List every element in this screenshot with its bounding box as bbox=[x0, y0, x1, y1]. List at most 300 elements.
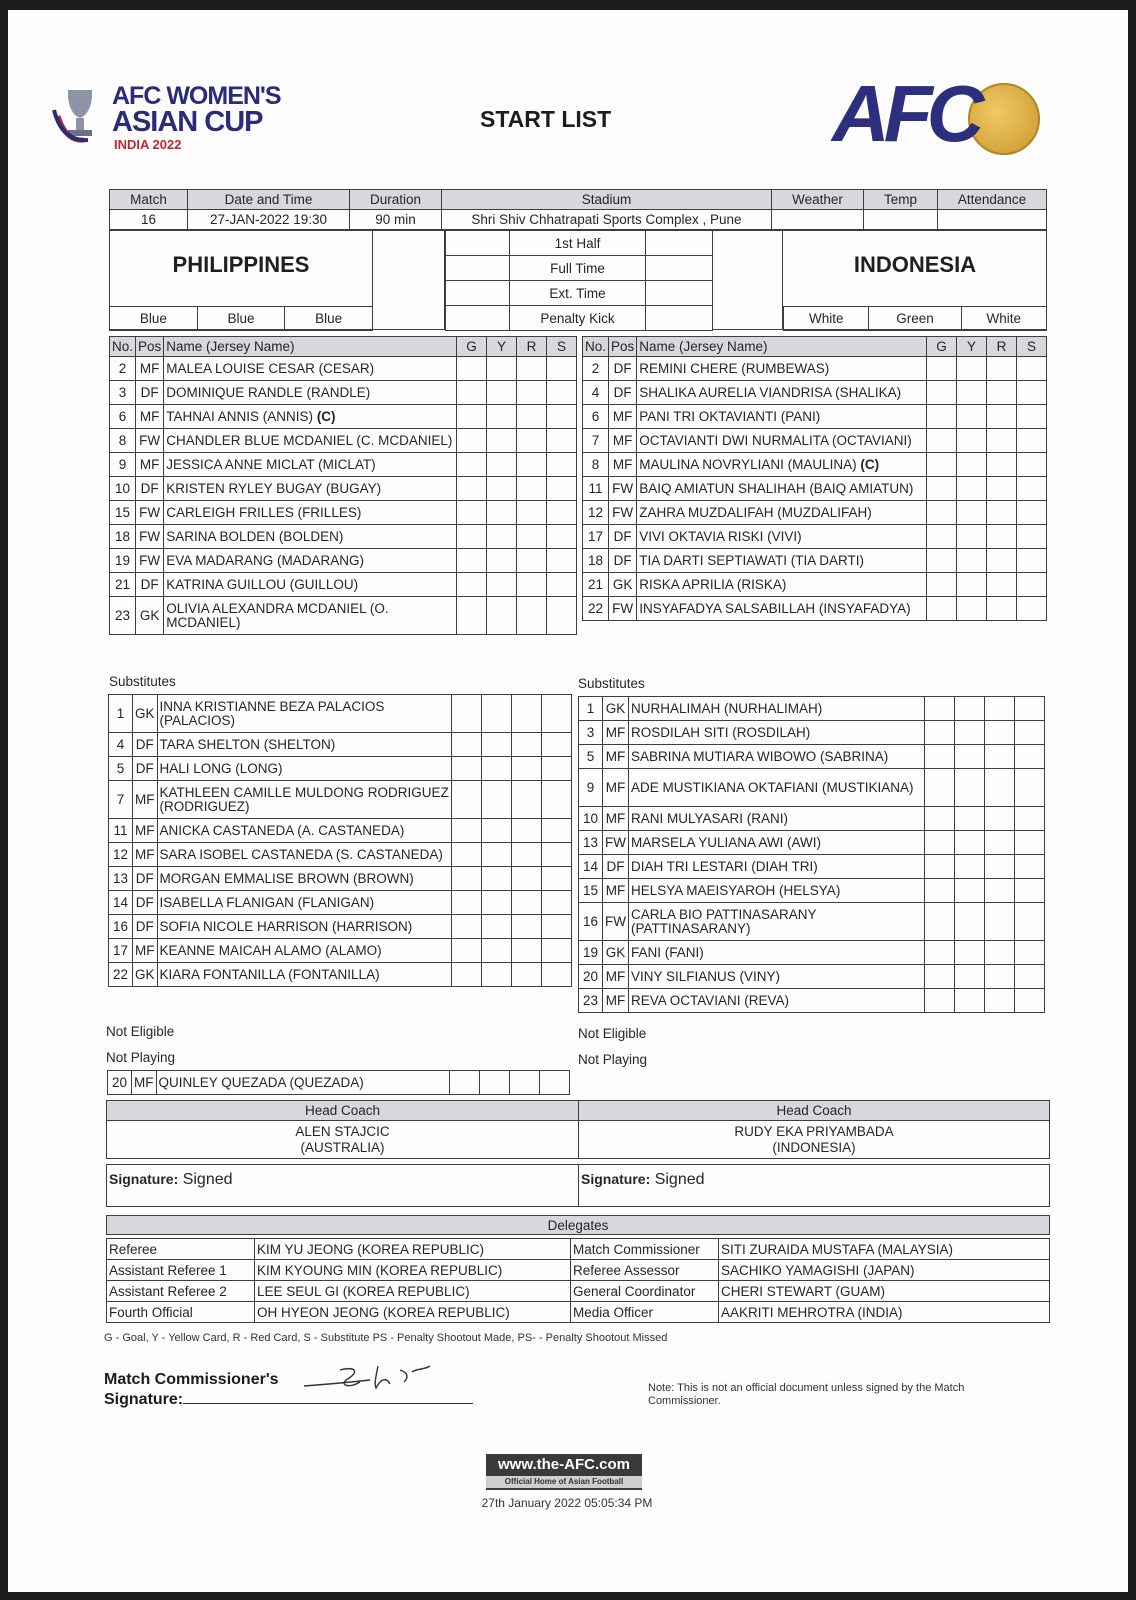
goal-cell bbox=[925, 941, 955, 965]
goal-cell bbox=[457, 501, 487, 525]
player-position: DF bbox=[609, 357, 637, 381]
yellow-card-cell bbox=[955, 769, 985, 807]
yellow-card-cell bbox=[480, 1071, 510, 1095]
player-position: DF bbox=[603, 855, 629, 879]
player-row bbox=[109, 819, 572, 843]
player-row bbox=[109, 733, 572, 757]
yellow-card-cell bbox=[482, 867, 512, 891]
player-row bbox=[110, 453, 577, 477]
player-position: MF bbox=[603, 721, 629, 745]
player-number: 22 bbox=[109, 963, 133, 987]
substitute-cell bbox=[547, 549, 577, 573]
player-row bbox=[110, 381, 577, 405]
match-stadium: Shri Shiv Chhatrapati Sports Complex , Pune bbox=[442, 210, 772, 230]
yellow-card-cell bbox=[955, 745, 985, 769]
yellow-card-cell bbox=[487, 549, 517, 573]
column-headers bbox=[110, 337, 577, 357]
red-card-cell bbox=[517, 597, 547, 635]
delegates-label: Delegates bbox=[107, 1216, 1050, 1235]
player-row bbox=[109, 891, 572, 915]
player-name: ADE MUSTIKIANA OKTAFIANI (MUSTIKIANA) bbox=[629, 769, 925, 807]
goal-cell bbox=[927, 549, 957, 573]
match-temp bbox=[864, 210, 938, 230]
player-position: MF bbox=[603, 769, 629, 807]
yellow-card-cell bbox=[482, 733, 512, 757]
player-number: 7 bbox=[583, 429, 609, 453]
delegate-name: LEE SEUL GI (KOREA REPUBLIC) bbox=[255, 1281, 571, 1302]
player-row bbox=[583, 453, 1047, 477]
player-position: DF bbox=[136, 573, 164, 597]
column-headers bbox=[583, 337, 1047, 357]
red-card-cell bbox=[987, 405, 1017, 429]
col-goal: G bbox=[927, 337, 957, 357]
red-card-cell bbox=[512, 963, 542, 987]
yellow-card-cell bbox=[487, 405, 517, 429]
away-substitutes-table bbox=[578, 696, 1045, 1013]
player-position: DF bbox=[133, 757, 158, 781]
delegate-role: Fourth Official bbox=[107, 1302, 255, 1323]
substitute-cell bbox=[1015, 769, 1045, 807]
ext-time-label: Ext. Time bbox=[510, 281, 646, 306]
substitute-cell bbox=[542, 963, 572, 987]
player-name: PANI TRI OKTAVIANTI (PANI) bbox=[637, 405, 927, 429]
substitute-cell bbox=[1017, 405, 1047, 429]
player-name: VINY SILFIANUS (VINY) bbox=[629, 965, 925, 989]
delegate-role: Referee Assessor bbox=[571, 1260, 719, 1281]
player-row bbox=[109, 915, 572, 939]
player-name: VIVI OKTAVIA RISKI (VIVI) bbox=[637, 525, 927, 549]
player-row bbox=[579, 879, 1045, 903]
player-position: MF bbox=[133, 819, 158, 843]
player-row bbox=[583, 429, 1047, 453]
player-name: SARINA BOLDEN (BOLDEN) bbox=[164, 525, 457, 549]
player-row bbox=[579, 989, 1045, 1013]
player-number: 19 bbox=[110, 549, 136, 573]
player-number: 16 bbox=[109, 915, 133, 939]
goal-cell bbox=[452, 781, 482, 819]
goal-cell bbox=[927, 453, 957, 477]
handwritten-signature bbox=[300, 1360, 440, 1396]
delegate-name: SACHIKO YAMAGISHI (JAPAN) bbox=[719, 1260, 1050, 1281]
afc-logo-text: AFC bbox=[832, 69, 979, 158]
substitute-cell bbox=[542, 891, 572, 915]
player-number: 1 bbox=[109, 695, 133, 733]
col-name: Name (Jersey Name) bbox=[164, 337, 457, 357]
goal-cell bbox=[457, 381, 487, 405]
red-card-cell bbox=[987, 573, 1017, 597]
substitute-cell bbox=[1015, 941, 1045, 965]
player-position: FW bbox=[136, 549, 164, 573]
player-position: DF bbox=[609, 549, 637, 573]
player-position: DF bbox=[136, 477, 164, 501]
player-name: MARSELA YULIANA AWI (AWI) bbox=[629, 831, 925, 855]
player-row bbox=[110, 429, 577, 453]
website-url: www.the-AFC.com bbox=[498, 1456, 630, 1473]
full-time-label: Full Time bbox=[510, 256, 646, 281]
disclaimer-note: Note: This is not an official document unless signed by the Match Commissioner. bbox=[648, 1382, 965, 1407]
player-position: MF bbox=[133, 939, 158, 963]
player-name: DOMINIQUE RANDLE (RANDLE) bbox=[164, 381, 457, 405]
yellow-card-cell bbox=[482, 915, 512, 939]
yellow-card-cell bbox=[957, 501, 987, 525]
goal-cell bbox=[927, 357, 957, 381]
player-row bbox=[109, 963, 572, 987]
red-card-cell bbox=[512, 781, 542, 819]
away-kit-socks: White bbox=[961, 307, 1047, 331]
goal-cell bbox=[457, 357, 487, 381]
red-card-cell bbox=[985, 879, 1015, 903]
yellow-card-cell bbox=[487, 477, 517, 501]
red-card-cell bbox=[985, 769, 1015, 807]
home-kit-shorts: Blue bbox=[197, 307, 285, 331]
yellow-card-cell bbox=[487, 525, 517, 549]
yellow-card-cell bbox=[482, 939, 512, 963]
captain-badge: (C) bbox=[860, 456, 880, 472]
player-position: DF bbox=[133, 915, 158, 939]
player-position: DF bbox=[133, 733, 158, 757]
goal-cell bbox=[927, 381, 957, 405]
goal-cell bbox=[452, 963, 482, 987]
player-name: KRISTEN RYLEY BUGAY (BUGAY) bbox=[164, 477, 457, 501]
player-row bbox=[109, 757, 572, 781]
player-number: 22 bbox=[583, 597, 609, 621]
player-row bbox=[579, 697, 1045, 721]
player-row bbox=[110, 501, 577, 525]
goal-cell bbox=[927, 405, 957, 429]
yellow-card-cell bbox=[957, 525, 987, 549]
duration-header: Duration bbox=[350, 190, 442, 210]
player-name: NURHALIMAH (NURHALIMAH) bbox=[629, 697, 925, 721]
player-row bbox=[579, 855, 1045, 879]
goal-cell bbox=[452, 939, 482, 963]
substitute-cell bbox=[1015, 745, 1045, 769]
player-number: 19 bbox=[579, 941, 603, 965]
home-substitutes-table bbox=[108, 694, 572, 987]
player-row bbox=[110, 597, 577, 635]
red-card-cell bbox=[987, 477, 1017, 501]
player-position: FW bbox=[603, 831, 629, 855]
player-position: DF bbox=[609, 381, 637, 405]
yellow-card-cell bbox=[487, 453, 517, 477]
home-kit-socks: Blue bbox=[285, 307, 373, 331]
col-sub: S bbox=[547, 337, 577, 357]
player-number: 4 bbox=[109, 733, 133, 757]
delegate-role: Referee bbox=[107, 1239, 255, 1260]
goal-cell bbox=[927, 573, 957, 597]
goal-cell bbox=[457, 525, 487, 549]
red-card-cell bbox=[517, 453, 547, 477]
red-card-cell bbox=[987, 597, 1017, 621]
substitute-cell bbox=[542, 733, 572, 757]
goal-cell bbox=[452, 757, 482, 781]
away-starters-table bbox=[582, 336, 1047, 621]
goal-cell bbox=[452, 695, 482, 733]
player-position: MF bbox=[609, 429, 637, 453]
delegate-role: Media Officer bbox=[571, 1302, 719, 1323]
substitute-cell bbox=[1017, 573, 1047, 597]
col-goal: G bbox=[457, 337, 487, 357]
col-no: No. bbox=[110, 337, 136, 357]
away-not-playing-label: Not Playing bbox=[578, 1052, 648, 1067]
player-number: 4 bbox=[583, 381, 609, 405]
away-head-coach-label: Head Coach bbox=[579, 1101, 1050, 1121]
player-position: FW bbox=[136, 525, 164, 549]
goal-cell bbox=[452, 733, 482, 757]
player-row bbox=[110, 549, 577, 573]
website-tagline: Official Home of Asian Football bbox=[486, 1476, 642, 1488]
player-position: FW bbox=[136, 501, 164, 525]
player-name: BAIQ AMIATUN SHALIHAH (BAIQ AMIATUN) bbox=[637, 477, 927, 501]
substitute-cell bbox=[542, 867, 572, 891]
player-position: DF bbox=[133, 891, 158, 915]
col-red: R bbox=[517, 337, 547, 357]
yellow-card-cell bbox=[487, 573, 517, 597]
player-position: DF bbox=[136, 381, 164, 405]
away-kit-shirt: White bbox=[784, 307, 869, 331]
substitute-cell bbox=[547, 453, 577, 477]
delegate-name: SITI ZURAIDA MUSTAFA (MALAYSIA) bbox=[719, 1239, 1050, 1260]
yellow-card-cell bbox=[487, 597, 517, 635]
logo-line-2: ASIAN CUP bbox=[112, 106, 263, 138]
red-card-cell bbox=[512, 733, 542, 757]
substitute-cell bbox=[1015, 879, 1045, 903]
delegates-header bbox=[106, 1215, 1050, 1235]
yellow-card-cell bbox=[957, 453, 987, 477]
goal-cell bbox=[457, 477, 487, 501]
player-number: 12 bbox=[583, 501, 609, 525]
player-position: FW bbox=[609, 501, 637, 525]
player-number: 9 bbox=[579, 769, 603, 807]
score-spacer-left bbox=[373, 230, 445, 330]
red-card-cell bbox=[517, 525, 547, 549]
red-card-cell bbox=[512, 891, 542, 915]
delegate-row bbox=[107, 1239, 1050, 1260]
red-card-cell bbox=[985, 965, 1015, 989]
delegate-role: General Coordinator bbox=[571, 1281, 719, 1302]
away-coach-name: RUDY EKA PRIYAMBADA bbox=[734, 1123, 894, 1139]
goal-cell bbox=[452, 819, 482, 843]
away-coach-country: (INDONESIA) bbox=[772, 1139, 856, 1155]
goal-cell bbox=[925, 697, 955, 721]
red-card-cell bbox=[987, 501, 1017, 525]
player-number: 15 bbox=[579, 879, 603, 903]
player-number: 13 bbox=[109, 867, 133, 891]
penalty-kick-label: Penalty Kick bbox=[510, 306, 646, 331]
player-number: 11 bbox=[583, 477, 609, 501]
player-row bbox=[109, 781, 572, 819]
player-position: FW bbox=[603, 903, 629, 941]
substitute-cell bbox=[1015, 831, 1045, 855]
goal-cell bbox=[457, 405, 487, 429]
red-card-cell bbox=[985, 721, 1015, 745]
goal-cell bbox=[452, 867, 482, 891]
yellow-card-cell bbox=[482, 781, 512, 819]
delegates-table bbox=[106, 1238, 1050, 1323]
delegate-role: Match Commissioner bbox=[571, 1239, 719, 1260]
player-name: TARA SHELTON (SHELTON) bbox=[157, 733, 451, 757]
player-row bbox=[579, 745, 1045, 769]
player-name: KATRINA GUILLOU (GUILLOU) bbox=[164, 573, 457, 597]
goal-cell bbox=[452, 843, 482, 867]
player-number: 2 bbox=[583, 357, 609, 381]
yellow-card-cell bbox=[955, 721, 985, 745]
player-number: 21 bbox=[110, 573, 136, 597]
substitute-cell bbox=[547, 525, 577, 549]
player-position: MF bbox=[132, 1071, 157, 1095]
yellow-card-cell bbox=[955, 941, 985, 965]
page-title: START LIST bbox=[480, 106, 612, 132]
goal-cell bbox=[925, 965, 955, 989]
player-row bbox=[579, 941, 1045, 965]
trophy-icon bbox=[52, 86, 108, 148]
goal-cell bbox=[457, 453, 487, 477]
player-row bbox=[110, 477, 577, 501]
away-not-eligible-label: Not Eligible bbox=[578, 1026, 647, 1041]
red-card-cell bbox=[512, 757, 542, 781]
player-name: FANI (FANI) bbox=[629, 941, 925, 965]
yellow-card-cell bbox=[482, 819, 512, 843]
player-row bbox=[109, 695, 572, 733]
substitute-cell bbox=[1017, 429, 1047, 453]
player-position: FW bbox=[609, 477, 637, 501]
stadium-header: Stadium bbox=[442, 190, 772, 210]
player-row bbox=[110, 525, 577, 549]
player-name: ROSDILAH SITI (ROSDILAH) bbox=[629, 721, 925, 745]
player-row bbox=[579, 965, 1045, 989]
away-signature-label: Signature: bbox=[581, 1171, 651, 1187]
player-name: RISKA APRILIA (RISKA) bbox=[637, 573, 927, 597]
player-number: 8 bbox=[583, 453, 609, 477]
yellow-card-cell bbox=[482, 843, 512, 867]
player-row bbox=[583, 477, 1047, 501]
substitute-cell bbox=[1015, 721, 1045, 745]
goal-cell bbox=[927, 501, 957, 525]
goal-cell bbox=[925, 989, 955, 1013]
match-weather bbox=[772, 210, 864, 230]
red-card-cell bbox=[512, 939, 542, 963]
player-position: MF bbox=[133, 781, 158, 819]
delegate-row bbox=[107, 1281, 1050, 1302]
match-duration: 90 min bbox=[350, 210, 442, 230]
match-header: Match bbox=[110, 190, 188, 210]
yellow-card-cell bbox=[487, 429, 517, 453]
goal-cell bbox=[927, 477, 957, 501]
yellow-card-cell bbox=[957, 405, 987, 429]
substitute-cell bbox=[547, 477, 577, 501]
player-position: GK bbox=[609, 573, 637, 597]
player-name: INNA KRISTIANNE BEZA PALACIOS (PALACIOS) bbox=[157, 695, 451, 733]
logo-line-1: AFC WOMEN'S bbox=[112, 82, 281, 110]
date-header: Date and Time bbox=[188, 190, 350, 210]
substitute-cell bbox=[542, 757, 572, 781]
substitute-cell bbox=[1017, 477, 1047, 501]
yellow-card-cell bbox=[957, 573, 987, 597]
player-position: MF bbox=[609, 453, 637, 477]
home-signature-value: Signed bbox=[182, 1171, 233, 1188]
player-row bbox=[110, 405, 577, 429]
womens-asian-cup-logo bbox=[52, 76, 312, 156]
away-substitutes-label: Substitutes bbox=[578, 676, 645, 691]
substitute-cell bbox=[1017, 381, 1047, 405]
delegate-row bbox=[107, 1302, 1050, 1323]
col-yellow: Y bbox=[957, 337, 987, 357]
home-starters-table bbox=[109, 336, 577, 635]
player-row bbox=[109, 843, 572, 867]
home-signature-label: Signature: bbox=[109, 1171, 179, 1187]
goal-cell bbox=[450, 1071, 480, 1095]
goal-cell bbox=[457, 429, 487, 453]
red-card-cell bbox=[985, 831, 1015, 855]
player-row bbox=[579, 903, 1045, 941]
player-row bbox=[109, 867, 572, 891]
player-number: 16 bbox=[579, 903, 603, 941]
yellow-card-cell bbox=[957, 429, 987, 453]
home-not-eligible-label: Not Eligible bbox=[106, 1024, 175, 1039]
home-kit-colors bbox=[109, 306, 373, 331]
col-no: No. bbox=[583, 337, 609, 357]
substitute-cell bbox=[1015, 965, 1045, 989]
player-position: MF bbox=[133, 843, 158, 867]
logo-line-3: INDIA 2022 bbox=[114, 137, 182, 152]
player-position: MF bbox=[136, 453, 164, 477]
red-card-cell bbox=[985, 807, 1015, 831]
delegate-name: AAKRITI MEHROTRA (INDIA) bbox=[719, 1302, 1050, 1323]
substitute-cell bbox=[547, 381, 577, 405]
home-coach-name: ALEN STAJCIC bbox=[295, 1123, 390, 1139]
player-number: 10 bbox=[579, 807, 603, 831]
player-position: GK bbox=[133, 695, 158, 733]
yellow-card-cell bbox=[957, 357, 987, 381]
player-number: 12 bbox=[109, 843, 133, 867]
yellow-card-cell bbox=[482, 757, 512, 781]
col-sub: S bbox=[1017, 337, 1047, 357]
player-name: SABRINA MUTIARA WIBOWO (SABRINA) bbox=[629, 745, 925, 769]
afc-website-badge bbox=[486, 1454, 642, 1490]
mc-signature-line1: Match Commissioner's bbox=[104, 1371, 279, 1388]
goal-cell bbox=[925, 855, 955, 879]
substitute-cell bbox=[540, 1071, 570, 1095]
col-pos: Pos bbox=[609, 337, 637, 357]
player-name: TAHNAI ANNIS (ANNIS) (C) bbox=[164, 405, 457, 429]
captain-badge: (C) bbox=[316, 408, 336, 424]
red-card-cell bbox=[517, 549, 547, 573]
red-card-cell bbox=[985, 989, 1015, 1013]
afc-logo bbox=[832, 69, 1062, 168]
player-name: HELSYA MAEISYAROH (HELSYA) bbox=[629, 879, 925, 903]
substitute-cell bbox=[1015, 903, 1045, 941]
weather-header: Weather bbox=[772, 190, 864, 210]
player-number: 20 bbox=[579, 965, 603, 989]
player-name: OLIVIA ALEXANDRA MCDANIEL (O. MCDANIEL) bbox=[164, 597, 457, 635]
player-name: QUINLEY QUEZADA (QUEZADA) bbox=[156, 1071, 450, 1095]
away-kit-shorts: Green bbox=[869, 307, 961, 331]
player-row bbox=[583, 357, 1047, 381]
yellow-card-cell bbox=[487, 381, 517, 405]
red-card-cell bbox=[517, 573, 547, 597]
player-number: 6 bbox=[583, 405, 609, 429]
goal-cell bbox=[925, 769, 955, 807]
home-head-coach bbox=[107, 1121, 579, 1159]
yellow-card-cell bbox=[957, 549, 987, 573]
player-name: MALEA LOUISE CESAR (CESAR) bbox=[164, 357, 457, 381]
player-name: REMINI CHERE (RUMBEWAS) bbox=[637, 357, 927, 381]
red-card-cell bbox=[985, 745, 1015, 769]
away-signature bbox=[579, 1165, 1050, 1207]
substitute-cell bbox=[1017, 549, 1047, 573]
player-number: 23 bbox=[110, 597, 136, 635]
yellow-card-cell bbox=[955, 855, 985, 879]
substitute-cell bbox=[547, 573, 577, 597]
